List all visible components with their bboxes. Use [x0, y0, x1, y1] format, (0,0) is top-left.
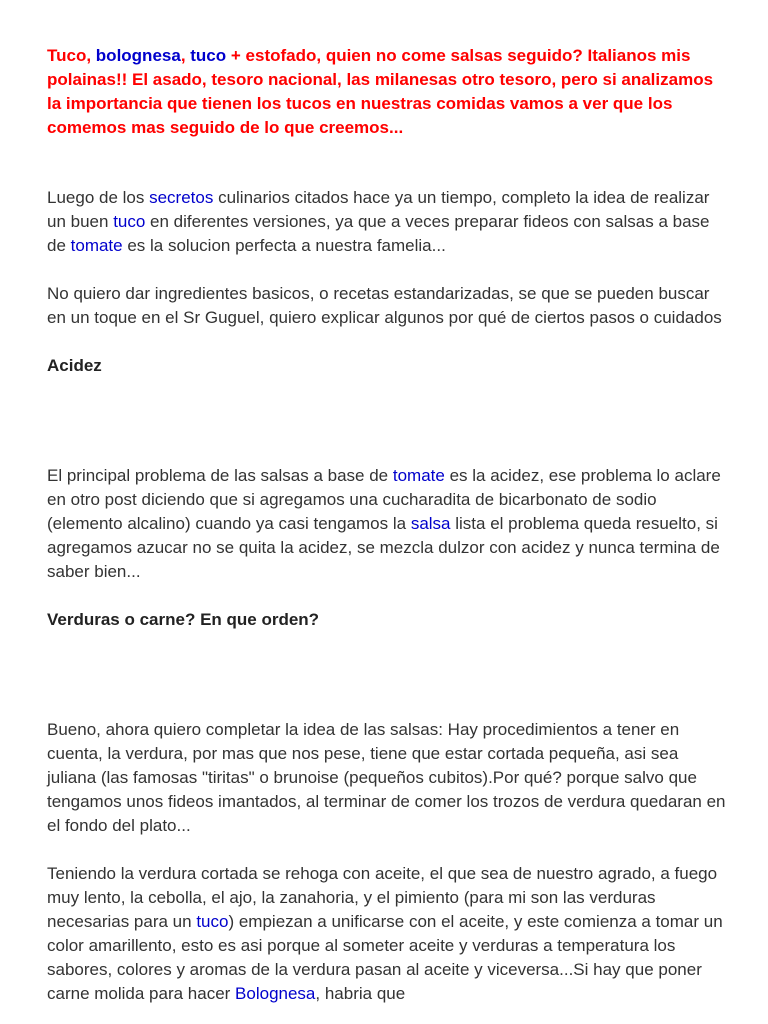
paragraph-rehogar: [47, 862, 727, 1006]
bolognesa-link[interactable]: Bolognesa: [235, 984, 316, 1003]
secretos-link[interactable]: secretos: [149, 188, 214, 207]
intro-paragraph: [47, 44, 727, 140]
heading-acidez: Acidez: [47, 356, 102, 375]
paragraph-ingredientes: No quiero dar ingredientes basicos, o recetas estandarizadas, se que se pueden buscar en un toque en el Sr Guguel, quiero explicar algunos por qué de ciertos pasos o cuidados: [47, 284, 722, 327]
paragraph-verduras: Bueno, ahora quiero completar la idea de las salsas: Hay procedimientos a tener en cuenta, la verdura, por mas que nos pese, tiene que estar cortada pequeña, asi sea juliana (las famosas "tiritas" o brunoise (pequeños cubitos).Por qué? porque salvo que tengamos unos fideos imantados, al terminar de comer los trozos de verdura quedaran en el fondo del plato...: [47, 720, 726, 835]
paragraph-text: ) empiezan a unificarse con el aceite, y este comienza a tomar un color amarillento, esto es asi porque al someter aceite y verduras a temperatura los sabores, colores y aromas de la verdura pasan al aceite y viceversa...Si hay que poner carne molida para hacer: [47, 912, 723, 1003]
paragraph-text: en diferentes versiones, ya que a veces preparar fideos con salsas a base de: [47, 212, 710, 255]
article-body: [47, 44, 727, 1006]
paragraph-text: Teniendo la verdura cortada se rehoga con aceite, el que sea de nuestro agrado, a fuego muy lento, la cebolla, el ajo, la zanahoria, y el pimiento (para mi son las verduras necesarias para un: [47, 864, 718, 931]
tomate-link[interactable]: tomate: [392, 466, 445, 485]
salsa-link[interactable]: salsa: [410, 514, 451, 533]
intro-text: ,: [180, 46, 191, 65]
intro-text: + estofado, quien no come salsas seguido? Italianos mis polainas!! El asado, tesoro nacional, las milanesas otro tesoro, pero si analizamos la importancia que tienen los tucos en nuestras comidas vamos a ver que los comemos mas seguido de lo que creemos...: [47, 46, 714, 137]
tomate-link[interactable]: tomate: [70, 236, 123, 255]
paragraph-text: culinarios citados hace ya un tiempo, completo la idea de realizar un buen: [47, 188, 710, 231]
tuco-link[interactable]: tuco: [196, 912, 229, 931]
paragraph-text: es la acidez, ese problema lo aclare en otro post diciendo que si agregamos una cucharadita de bicarbonato de sodio (elemento alcalino) cuando ya casi tengamos la: [47, 466, 721, 533]
paragraph-acidez: [47, 464, 727, 584]
paragraph-secretos: [47, 186, 727, 258]
intro-text: Tuco,: [47, 46, 96, 65]
tuco-link[interactable]: tuco: [113, 212, 146, 231]
paragraph-text: lista el problema queda resuelto, si agregamos azucar no se quita la acidez, se mezcla dulzor con acidez y nunca termina de saber bien...: [47, 514, 720, 581]
paragraph-text: Luego de los: [47, 188, 150, 207]
bolognesa-link[interactable]: bolognesa: [95, 46, 181, 65]
tuco-link[interactable]: tuco: [190, 46, 227, 65]
paragraph-text: , habria que: [315, 984, 406, 1003]
paragraph-text: El principal problema de las salsas a base de: [47, 466, 393, 485]
heading-verduras: Verduras o carne? En que orden?: [47, 610, 320, 629]
paragraph-text: es la solucion perfecta a nuestra famelia...: [122, 236, 446, 255]
